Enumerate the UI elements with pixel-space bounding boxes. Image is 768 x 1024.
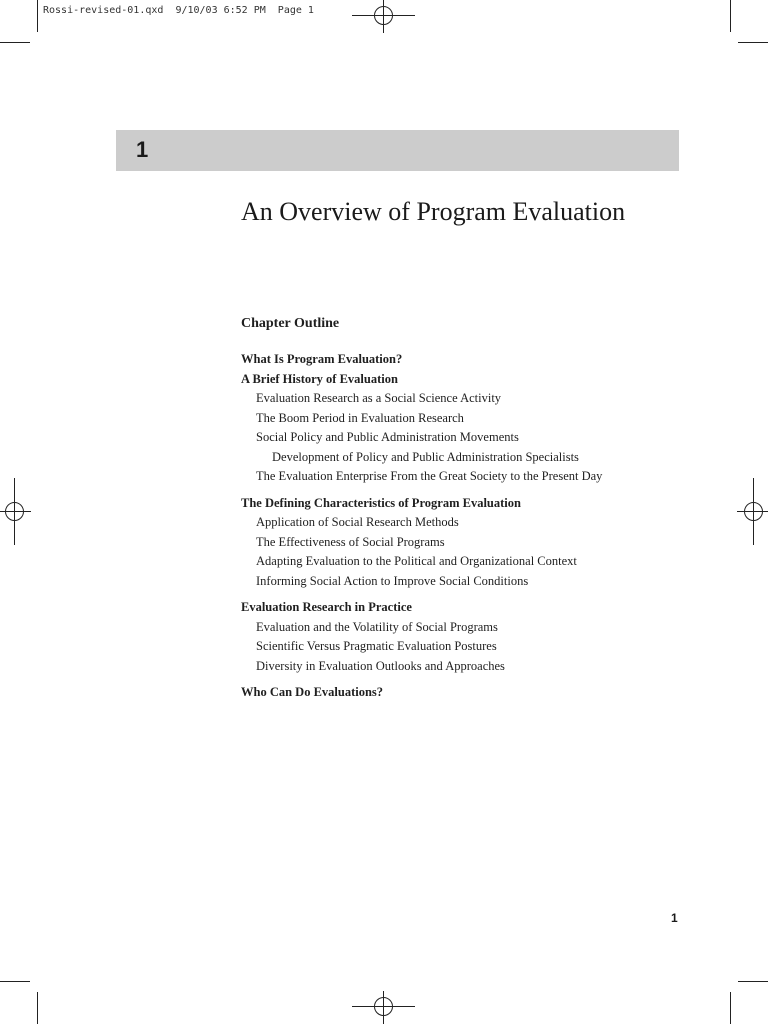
outline-subsection: Evaluation and the Volatility of Social Programs [256, 619, 498, 634]
outline-group [241, 350, 681, 487]
outline-section: Evaluation Research in Practice [241, 600, 412, 614]
registration-mark-bottom [352, 991, 415, 1024]
outline-subsection: Evaluation Research as a Social Science Activity [256, 391, 502, 405]
registration-mark-left [0, 478, 31, 545]
chapter-title: An Overview of Program Evaluation [241, 197, 626, 226]
outline-group [241, 683, 681, 703]
page-number: 1 [671, 911, 678, 925]
outline-subsection: The Evaluation Enterprise From the Great Society to the Present Day [256, 469, 603, 483]
outline-group [241, 494, 681, 592]
registration-mark-top [352, 0, 415, 33]
outline-subsection: Diversity in Evaluation Outlooks and Approaches [256, 658, 505, 673]
chapter-outline-heading: Chapter Outline [241, 316, 340, 331]
outline-subsection: Application of Social Research Methods [256, 515, 459, 529]
outline-group [241, 598, 681, 676]
outline-subsection: Social Policy and Public Administration Movements [256, 430, 519, 444]
outline-section: The Defining Characteristics of Program Evaluation [241, 495, 521, 510]
outline-subsection: Scientific Versus Pragmatic Evaluation Postures [256, 639, 497, 653]
outline-subsection: The Effectiveness of Social Programs [256, 534, 445, 549]
chapter-outline-list [241, 350, 681, 703]
outline-section: What Is Program Evaluation? [241, 352, 403, 366]
outline-section: A Brief History of Evaluation [241, 371, 398, 386]
outline-subsection: Informing Social Action to Improve Social Conditions [256, 573, 529, 588]
outline-subsection: Adapting Evaluation to the Political and Organizational Context [256, 554, 577, 568]
outline-subsection: The Boom Period in Evaluation Research [256, 410, 464, 425]
outline-sub-subsection: Development of Policy and Public Administration Specialists [272, 449, 579, 464]
chapter-number: 1 [136, 137, 149, 162]
registration-mark-right [737, 478, 768, 545]
chapter-header-bar [116, 130, 679, 171]
outline-section: Who Can Do Evaluations? [241, 685, 384, 699]
printer-slug: Rossi-revised-01.qxd 9/10/03 6:52 PM Page 1 [43, 5, 314, 16]
